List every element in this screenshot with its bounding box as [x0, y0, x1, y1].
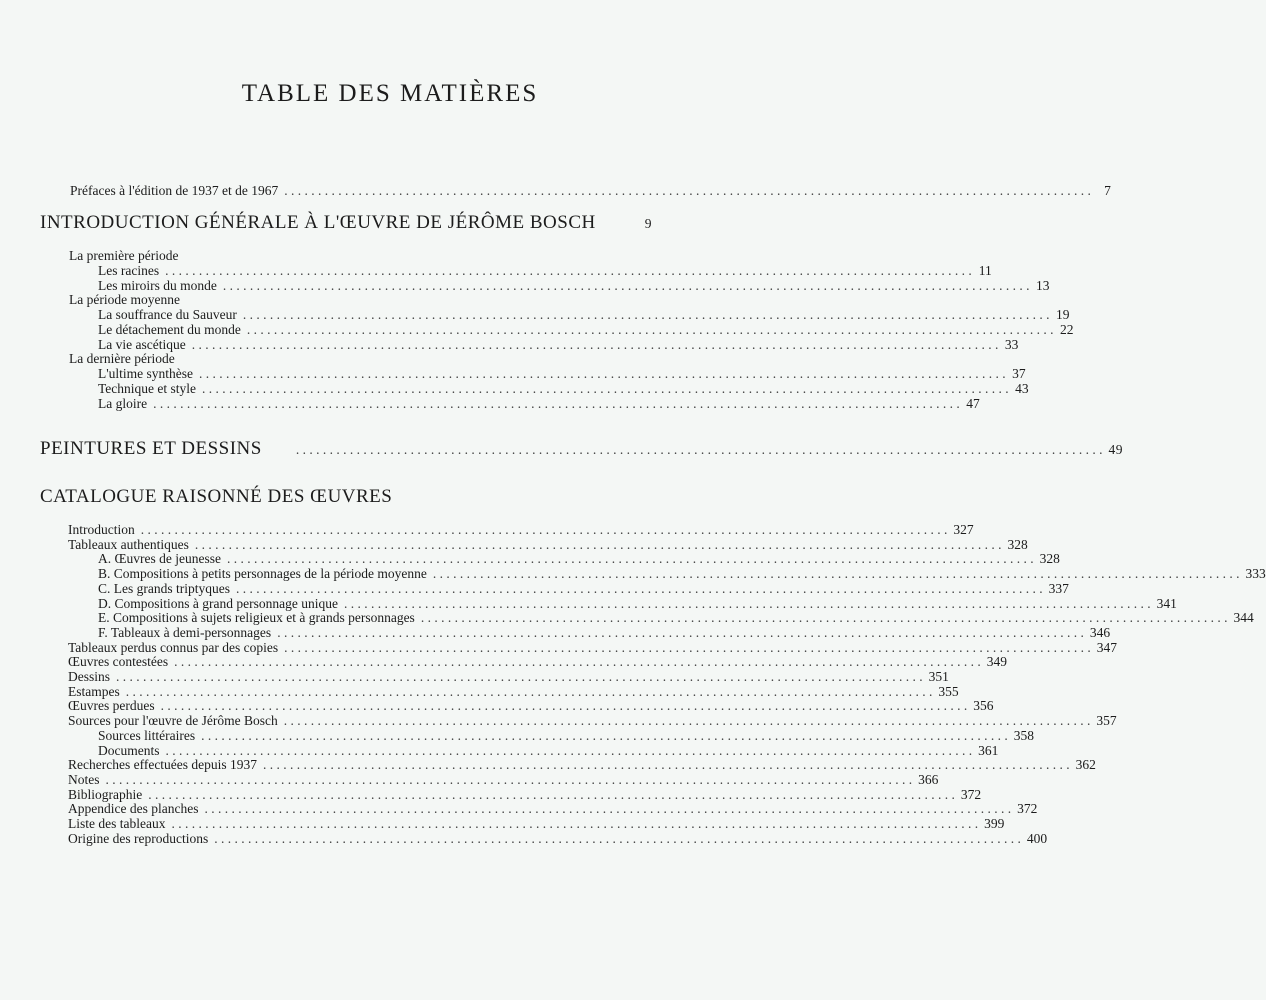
- leader-dots: . . . . . . . . . . . . . . . . . . . . . . . . . . . . . . . . . . . . . . . . . . . . . . . . . . . . . . . . . . . . . . . . . . . . . . . . . . . . . . . . . . . . . . . . . . . . . . . . . . . . . . . . . . . . . . . . . . . . . . . .: [165, 742, 973, 758]
- catalogue-entry-label: Œuvres contestées: [68, 654, 169, 670]
- leader-dots: . . . . . . . . . . . . . . . . . . . . . . . . . . . . . . . . . . . . . . . . . . . . . . . . . . . . . . . . . . . . . . . . . . . . . . . . . . . . . . . . . . . . . . . . . . . . . . . . . . . . . . . . . . . . . . . . . . . . . . . .: [199, 366, 1006, 381]
- leader-dots: . . . . . . . . . . . . . . . . . . . . . . . . . . . . . . . . . . . . . . . . . . . . . . . . . . . . . . . . . . . . . . . . . . . . . . . . . . . . . . . . . . . . . . . . . . . . . . . . . . . . . . . . . . . . . . . . . . . . . . . .: [263, 757, 1070, 773]
- toc-section-label: INTRODUCTION GÉNÉRALE À L'ŒUVRE DE JÉRÔME BOSCH: [40, 212, 596, 233]
- catalogue-entry-label: C. Les grands triptyques: [98, 580, 230, 596]
- catalogue-entry[interactable]: [98, 742, 999, 759]
- catalogue-entry-label: Tableaux authentiques: [68, 536, 189, 552]
- toc-section-catalogue[interactable]: CATALOGUE RAISONNÉ DES ŒUVRES: [40, 486, 393, 507]
- toc-entry-page: 7: [1104, 183, 1111, 198]
- leader-dots: . . . . . . . . . . . . . . . . . . . . . . . . . . . . . . . . . . . . . . . . . . . . . . . . . . . . . . . . . . . . . . . . . . . . . . . . . . . . . . . . . . . . . . . . . . . . . . . . . . . . . . . . . . . . . . . . . . . . . . . .: [284, 183, 1091, 198]
- leader-dots: . . . . . . . . . . . . . . . . . . . . . . . . . . . . . . . . . . . . . . . . . . . . . . . . . . . . . . . . . . . . . . . . . . . . . . . . . . . . . . . . . . . . . . . . . . . . . . . . . . . . . . . . . . . . . . . . . . . . . . . .: [194, 536, 1002, 552]
- toc-entry-label: Les miroirs du monde: [98, 278, 217, 293]
- leader-dots: . . . . . . . . . . . . . . . . . . . . . . . . . . . . . . . . . . . . . . . . . . . . . . . . . . . . . . . . . . . . . . . . . . . . . . . . . . . . . . . . . . . . . . . . . . . . . . . . . . . . . . . . . . . . . . . . . . . . . . . .: [191, 337, 999, 352]
- catalogue-entry-label: Estampes: [68, 683, 120, 699]
- catalogue-entry-page: 333: [1245, 566, 1266, 582]
- period-heading: La dernière période: [69, 351, 175, 366]
- catalogue-entry-page: 372: [1017, 801, 1038, 817]
- catalogue-entry[interactable]: [68, 816, 1005, 832]
- toc-entry-label: Les racines: [98, 263, 160, 278]
- catalogue-entry[interactable]: [68, 771, 939, 788]
- catalogue-entry-label: Dessins: [68, 669, 111, 684]
- toc-entry-page: 13: [1035, 278, 1050, 293]
- leader-dots: . . . . . . . . . . . . . . . . . . . . . . . . . . . . . . . . . . . . . . . . . . . . . . . . . . . . . . . . . . . . . . . . . . . . . . . . . . . . . . . . . . . . . . . . . . . . . . . . . . . . . . . . . . . . . . . . . . . . . . . .: [226, 551, 1034, 567]
- page-title: TABLE DES MATIÈRES: [241, 80, 539, 107]
- catalogue-entry-label: Sources littéraires: [98, 727, 196, 743]
- toc-entry-label: Technique et style: [98, 381, 197, 396]
- leader-dots: . . . . . . . . . . . . . . . . . . . . . . . . . . . . . . . . . . . . . . . . . . . . . . . . . . . . . . . . . . . . . . . . . . . . . . . . . . . . . . . . . . . . . . . . . . . . . . . . . . . . . . . . . . . . . . . . . . . . . . . .: [165, 263, 972, 278]
- toc-entry-label: La gloire: [98, 396, 148, 411]
- leader-dots: . . . . . . . . . . . . . . . . . . . . . . . . . . . . . . . . . . . . . . . . . . . . . . . . . . . . . . . . . . . . . . . . . . . . . . . . . . . . . . . . . . . . . . . . . . . . . . . . . . . . . . . . . . . . . . . . . . . . . . . .: [235, 580, 1043, 596]
- period-heading: La première période: [69, 248, 179, 263]
- toc-entry[interactable]: [98, 366, 1026, 382]
- period-heading: La période moyenne: [69, 292, 180, 307]
- catalogue-entry-page: 400: [1026, 830, 1048, 846]
- catalogue-entry-label: Appendice des planches: [68, 801, 199, 817]
- toc-section-paintings[interactable]: [40, 438, 1123, 460]
- catalogue-entry[interactable]: [68, 654, 1007, 670]
- catalogue-entry[interactable]: [68, 830, 1048, 847]
- catalogue-entry-page: 349: [986, 654, 1007, 670]
- catalogue-entry-page: 328: [1007, 536, 1028, 552]
- catalogue-entry[interactable]: [68, 786, 982, 803]
- catalogue-entry-label: D. Compositions à grand personnage unique: [98, 595, 338, 611]
- leader-dots: . . . . . . . . . . . . . . . . . . . . . . . . . . . . . . . . . . . . . . . . . . . . . . . . . . . . . . . . . . . . . . . . . . . . . . . . . . . . . . . . . . . . . . . . . . . . . . . . . . . . . . . . . . . . . . . . . . . . . . . .: [125, 683, 933, 699]
- catalogue-entry-page: 355: [938, 683, 959, 699]
- catalogue-entry-page: 372: [960, 786, 982, 802]
- catalogue-entry-page: 328: [1039, 551, 1060, 567]
- catalogue-entry-label: Notes: [68, 771, 100, 787]
- leader-dots: . . . . . . . . . . . . . . . . . . . . . . . . . . . . . . . . . . . . . . . . . . . . . . . . . . . . . . . . . . . . . . . . . . . . . . . . . . . . . . . . . . . . . . . . . . . . . . . . . . . . . . . . . . . . . . . . . . . . . . . .: [148, 786, 955, 802]
- leader-dots: . . . . . . . . . . . . . . . . . . . . . . . . . . . . . . . . . . . . . . . . . . . . . . . . . . . . . . . . . . . . . . . . . . . . . . . . . . . . . . . . . . . . . . . . . . . . . . . . . . . . . . . . . . . . . . . . . . . . . . . .: [202, 381, 1009, 396]
- toc-entry-page: 43: [1015, 381, 1029, 396]
- toc-entry[interactable]: [98, 396, 980, 412]
- leader-dots: . . . . . . . . . . . . . . . . . . . . . . . . . . . . . . . . . . . . . . . . . . . . . . . . . . . . . . . . . . . . . . . . . . . . . . . . . . . . . . . . . . . . . . . . . . . . . . . . . . . . . . . . . . . . . . . . . . . . . . . .: [420, 610, 1228, 626]
- leader-dots: . . . . . . . . . . . . . . . . . . . . . . . . . . . . . . . . . . . . . . . . . . . . . . . . . . . . . . . . . . . . . . . . . . . . . . . . . . . . . . . . . . . . . . . . . . . . . . . . . . . . . . . . . . . . . . . . . . . . . . . .: [204, 801, 1012, 817]
- catalogue-entry-label: Bibliographie: [68, 786, 143, 802]
- catalogue-entry[interactable]: [68, 698, 994, 714]
- leader-dots: . . . . . . . . . . . . . . . . . . . . . . . . . . . . . . . . . . . . . . . . . . . . . . . . . . . . . . . . . . . . . . . . . . . . . . . . . . . . . . . . . . . . . . . . . . . . . . . . . . . . . . . . . . . . . . . . . . . . . . . .: [277, 624, 1084, 640]
- catalogue-entry-label: F. Tableaux à demi-personnages: [98, 624, 272, 640]
- catalogue-entry-page: 351: [928, 669, 949, 684]
- toc-entry-page: 11: [978, 263, 992, 278]
- catalogue-entry-label: B. Compositions à petits personnages de la période moyenne: [98, 566, 427, 582]
- catalogue-entry-page: 361: [978, 742, 999, 758]
- catalogue-entry-label: Sources pour l'œuvre de Jérôme Bosch: [68, 713, 278, 729]
- catalogue-entry-page: 358: [1013, 727, 1034, 743]
- catalogue-entry[interactable]: [98, 595, 1177, 612]
- catalogue-entry-label: Tableaux perdus connus par des copies: [68, 639, 279, 655]
- leader-dots: . . . . . . . . . . . . . . . . . . . . . . . . . . . . . . . . . . . . . . . . . . . . . . . . . . . . . . . . . . . . . . . . . . . . . . . . . . . . . . . . . . . . . . . . . . . . . . . . . . . . . . . . . . . . . . . . . . . . . . . .: [116, 669, 923, 684]
- catalogue-entry[interactable]: [98, 566, 1266, 582]
- catalogue-entry-page: 399: [984, 816, 1005, 831]
- leader-dots: . . . . . . . . . . . . . . . . . . . . . . . . . . . . . . . . . . . . . . . . . . . . . . . . . . . . . . . . . . . . . . . . . . . . . . . . . . . . . . . . . . . . . . . . . . . . . . . . . . . . . . . . . . . . . . . . . . . . . . . .: [174, 654, 981, 670]
- catalogue-entry[interactable]: [68, 801, 1038, 817]
- toc-entry-label: L'ultime synthèse: [98, 366, 194, 381]
- leader-dots: . . . . . . . . . . . . . . . . . . . . . . . . . . . . . . . . . . . . . . . . . . . . . . . . . . . . . . . . . . . . . . . . . . . . . . . . . . . . . . . . . . . . . . . . . . . . . . . . . . . . . . . . . . . . . . . . . . . . . . . .: [153, 396, 960, 411]
- catalogue-entry[interactable]: [98, 727, 1034, 744]
- leader-dots: . . . . . . . . . . . . . . . . . . . . . . . . . . . . . . . . . . . . . . . . . . . . . . . . . . . . . . . . . . . . . . . . . . . . . . . . . . . . . . . . . . . . . . . . . . . . . . . . . . . . . . . . . . . . . . . . . . . . . . . .: [140, 522, 948, 537]
- catalogue-entry[interactable]: [68, 522, 974, 538]
- toc-entry-label: Le détachement du monde: [98, 322, 241, 337]
- toc-entry-page: 47: [966, 396, 980, 411]
- leader-dots: . . . . . . . . . . . . . . . . . . . . . . . . . . . . . . . . . . . . . . . . . . . . . . . . . . . . . . . . . . . . . . . . . . . . . . . . . . . . . . . . . . . . . . . . . . . . . . . . . . . . . . . . . . . . . . . . . . . . . . . .: [284, 639, 1091, 655]
- catalogue-entry[interactable]: [68, 639, 1117, 656]
- catalogue-entry[interactable]: [98, 580, 1069, 597]
- toc-section-label: PEINTURES ET DESSINS: [40, 438, 262, 459]
- leader-dots: . . . . . . . . . . . . . . . . . . . . . . . . . . . . . . . . . . . . . . . . . . . . . . . . . . . . . . . . . . . . . . . . . . . . . . . . . . . . . . . . . . . . . . . . . . . . . . . . . . . . . . . . . . . . . . . . . . . . . . . .: [214, 830, 1021, 846]
- catalogue-entry-page: 327: [953, 522, 974, 537]
- leader-dots: . . . . . . . . . . . . . . . . . . . . . . . . . . . . . . . . . . . . . . . . . . . . . . . . . . . . . . . . . . . . . . . . . . . . . . . . . . . . . . . . . . . . . . . . . . . . . . . . . . . . . . . . . . . . . . . . . . . . . . . .: [295, 442, 1103, 457]
- toc-entry-page: 37: [1012, 366, 1026, 381]
- leader-dots: . . . . . . . . . . . . . . . . . . . . . . . . . . . . . . . . . . . . . . . . . . . . . . . . . . . . . . . . . . . . . . . . . . . . . . . . . . . . . . . . . . . . . . . . . . . . . . . . . . . . . . . . . . . . . . . . . . . . . . . .: [201, 727, 1008, 743]
- toc-entry-label: La souffrance du Sauveur: [98, 307, 237, 322]
- leader-dots: . . . . . . . . . . . . . . . . . . . . . . . . . . . . . . . . . . . . . . . . . . . . . . . . . . . . . . . . . . . . . . . . . . . . . . . . . . . . . . . . . . . . . . . . . . . . . . . . . . . . . . . . . . . . . . . . . . . . . . . .: [246, 322, 1054, 337]
- toc-entry-page: 22: [1059, 322, 1074, 337]
- toc-section-page: 49: [1108, 442, 1123, 457]
- toc-entry[interactable]: [98, 307, 1070, 323]
- catalogue-entry[interactable]: [98, 551, 1060, 567]
- catalogue-entry-page: 347: [1096, 639, 1117, 655]
- catalogue-entry[interactable]: [68, 536, 1028, 553]
- catalogue-entry[interactable]: [68, 683, 959, 700]
- toc-entry-label: La vie ascétique: [98, 337, 186, 352]
- leader-dots: . . . . . . . . . . . . . . . . . . . . . . . . . . . . . . . . . . . . . . . . . . . . . . . . . . . . . . . . . . . . . . . . . . . . . . . . . . . . . . . . . . . . . . . . . . . . . . . . . . . . . . . . . . . . . . . . . . . . . . . .: [283, 713, 1091, 729]
- catalogue-entry-page: 356: [973, 698, 994, 714]
- toc-entry[interactable]: [98, 381, 1029, 397]
- leader-dots: . . . . . . . . . . . . . . . . . . . . . . . . . . . . . . . . . . . . . . . . . . . . . . . . . . . . . . . . . . . . . . . . . . . . . . . . . . . . . . . . . . . . . . . . . . . . . . . . . . . . . . . . . . . . . . . . . . . . . . . .: [343, 595, 1151, 611]
- toc-entry[interactable]: [98, 263, 992, 279]
- catalogue-entry-page: 357: [1096, 713, 1117, 729]
- catalogue-entry-label: A. Œuvres de jeunesse: [98, 551, 221, 567]
- toc-entry-page: 19: [1055, 307, 1070, 322]
- catalogue-entry-page: 341: [1156, 595, 1177, 611]
- catalogue-entry-label: Liste des tableaux: [68, 816, 166, 831]
- catalogue-entry-label: Introduction: [68, 522, 135, 537]
- toc-section-page: 9: [644, 216, 652, 231]
- catalogue-entry-label: Œuvres perdues: [68, 698, 155, 714]
- catalogue-entry[interactable]: [68, 713, 1117, 729]
- leader-dots: . . . . . . . . . . . . . . . . . . . . . . . . . . . . . . . . . . . . . . . . . . . . . . . . . . . . . . . . . . . . . . . . . . . . . . . . . . . . . . . . . . . . . . . . . . . . . . . . . . . . . . . . . . . . . . . . . . . . . . . .: [222, 278, 1030, 293]
- catalogue-entry-page: 366: [918, 771, 939, 787]
- leader-dots: . . . . . . . . . . . . . . . . . . . . . . . . . . . . . . . . . . . . . . . . . . . . . . . . . . . . . . . . . . . . . . . . . . . . . . . . . . . . . . . . . . . . . . . . . . . . . . . . . . . . . . . . . . . . . . . . . . . . . . . .: [242, 307, 1050, 322]
- catalogue-entry-page: 346: [1089, 624, 1111, 640]
- catalogue-entry-label: E. Compositions à sujets religieux et à grands personnages: [98, 610, 415, 626]
- toc-section-introduction[interactable]: [40, 212, 652, 234]
- toc-entry[interactable]: [98, 322, 1074, 338]
- catalogue-entry[interactable]: [98, 624, 1111, 641]
- catalogue-entry-page: 344: [1233, 610, 1254, 626]
- catalogue-entry-label: Recherches effectuées depuis 1937: [68, 757, 258, 773]
- toc-entry-label: Préfaces à l'édition de 1937 et de 1967: [70, 183, 279, 198]
- toc-entry-prefaces[interactable]: [70, 183, 1111, 199]
- catalogue-entry-page: 362: [1075, 757, 1096, 773]
- leader-dots: . . . . . . . . . . . . . . . . . . . . . . . . . . . . . . . . . . . . . . . . . . . . . . . . . . . . . . . . . . . . . . . . . . . . . . . . . . . . . . . . . . . . . . . . . . . . . . . . . . . . . . . . . . . . . . . . . . . . . . . .: [171, 816, 979, 831]
- catalogue-entry-label: Origine des reproductions: [68, 830, 209, 846]
- leader-dots: . . . . . . . . . . . . . . . . . . . . . . . . . . . . . . . . . . . . . . . . . . . . . . . . . . . . . . . . . . . . . . . . . . . . . . . . . . . . . . . . . . . . . . . . . . . . . . . . . . . . . . . . . . . . . . . . . . . . . . . .: [160, 698, 968, 714]
- toc-entry[interactable]: [98, 278, 1050, 294]
- catalogue-entry-page: 337: [1048, 580, 1069, 596]
- catalogue-entry-label: Documents: [98, 742, 160, 758]
- leader-dots: . . . . . . . . . . . . . . . . . . . . . . . . . . . . . . . . . . . . . . . . . . . . . . . . . . . . . . . . . . . . . . . . . . . . . . . . . . . . . . . . . . . . . . . . . . . . . . . . . . . . . . . . . . . . . . . . . . . . . . . .: [105, 771, 913, 787]
- catalogue-entry[interactable]: [68, 669, 949, 685]
- toc-entry-page: 33: [1004, 337, 1019, 352]
- toc-entry[interactable]: [98, 337, 1019, 353]
- catalogue-entry[interactable]: [98, 610, 1254, 626]
- catalogue-entry[interactable]: [68, 757, 1096, 773]
- leader-dots: . . . . . . . . . . . . . . . . . . . . . . . . . . . . . . . . . . . . . . . . . . . . . . . . . . . . . . . . . . . . . . . . . . . . . . . . . . . . . . . . . . . . . . . . . . . . . . . . . . . . . . . . . . . . . . . . . . . . . . . .: [432, 566, 1240, 582]
